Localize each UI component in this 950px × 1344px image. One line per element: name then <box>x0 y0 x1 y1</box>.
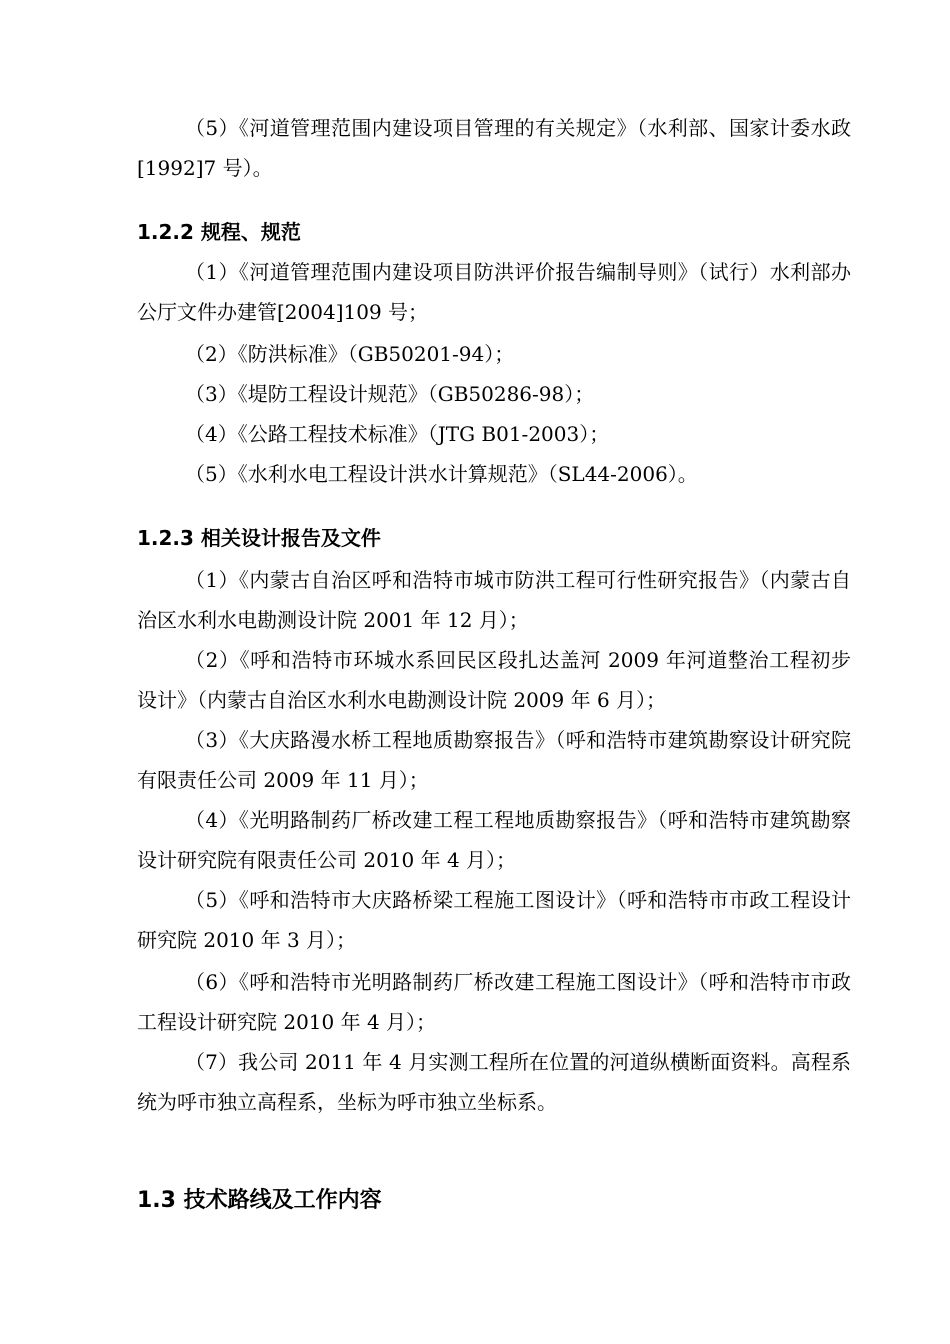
standard-item-3: （3）《堤防工程设计规范》（GB50286-98）； <box>185 382 595 406</box>
standard-item-5: （5）《水利水电工程设计洪水计算规范》（SL44-2006）。 <box>185 462 698 486</box>
ref-item-prev-5: （5）《河道管理范围内建设项目管理的有关规定》（水利部、国家计委水政[1992]7 号）。 <box>137 116 851 180</box>
standard-item-1: （1）《河道管理范围内建设项目防洪评价报告编制导则》（试行）水利部办公厅文件办建管[2004]109 号； <box>137 260 851 324</box>
report-item-7: （7）我公司 2011 年 4 月实测工程所在位置的河道纵横断面资料。高程系统为呼市独立高程系，坐标为呼市独立坐标系。 <box>137 1050 851 1114</box>
section-heading-1-2-2: 1.2.2 规程、规范 <box>137 220 301 244</box>
report-item-2: （2）《呼和浩特市环城水系回民区段扎达盖河 2009 年河道整治工程初步设计》（内蒙古自治区水利水电勘测设计院 2009 年 6 月）； <box>137 648 851 712</box>
report-item-6: （6）《呼和浩特市光明路制药厂桥改建工程施工图设计》（呼和浩特市市政工程设计研究院 2010 年 4 月）； <box>137 970 851 1034</box>
standard-item-4: （4）《公路工程技术标准》（JTG B01-2003）； <box>185 422 610 446</box>
section-heading-1-2-3: 1.2.3 相关设计报告及文件 <box>137 526 381 550</box>
report-item-4: （4）《光明路制药厂桥改建工程工程地质勘察报告》（呼和浩特市建筑勘察设计研究院有限责任公司 2010 年 4 月）； <box>137 808 851 872</box>
standard-item-2: （2）《防洪标准》（GB50201-94）； <box>185 342 515 366</box>
section-heading-1-3: 1.3 技术路线及工作内容 <box>137 1188 382 1213</box>
report-item-5: （5）《呼和浩特市大庆路桥梁工程施工图设计》（呼和浩特市市政工程设计研究院 2010 年 3 月）； <box>137 888 851 952</box>
report-item-3: （3）《大庆路漫水桥工程地质勘察报告》（呼和浩特市建筑勘察设计研究院有限责任公司 2009 年 11 月）； <box>137 728 851 792</box>
report-item-1: （1）《内蒙古自治区呼和浩特市城市防洪工程可行性研究报告》（内蒙古自治区水利水电勘测设计院 2001 年 12 月）； <box>137 568 851 632</box>
